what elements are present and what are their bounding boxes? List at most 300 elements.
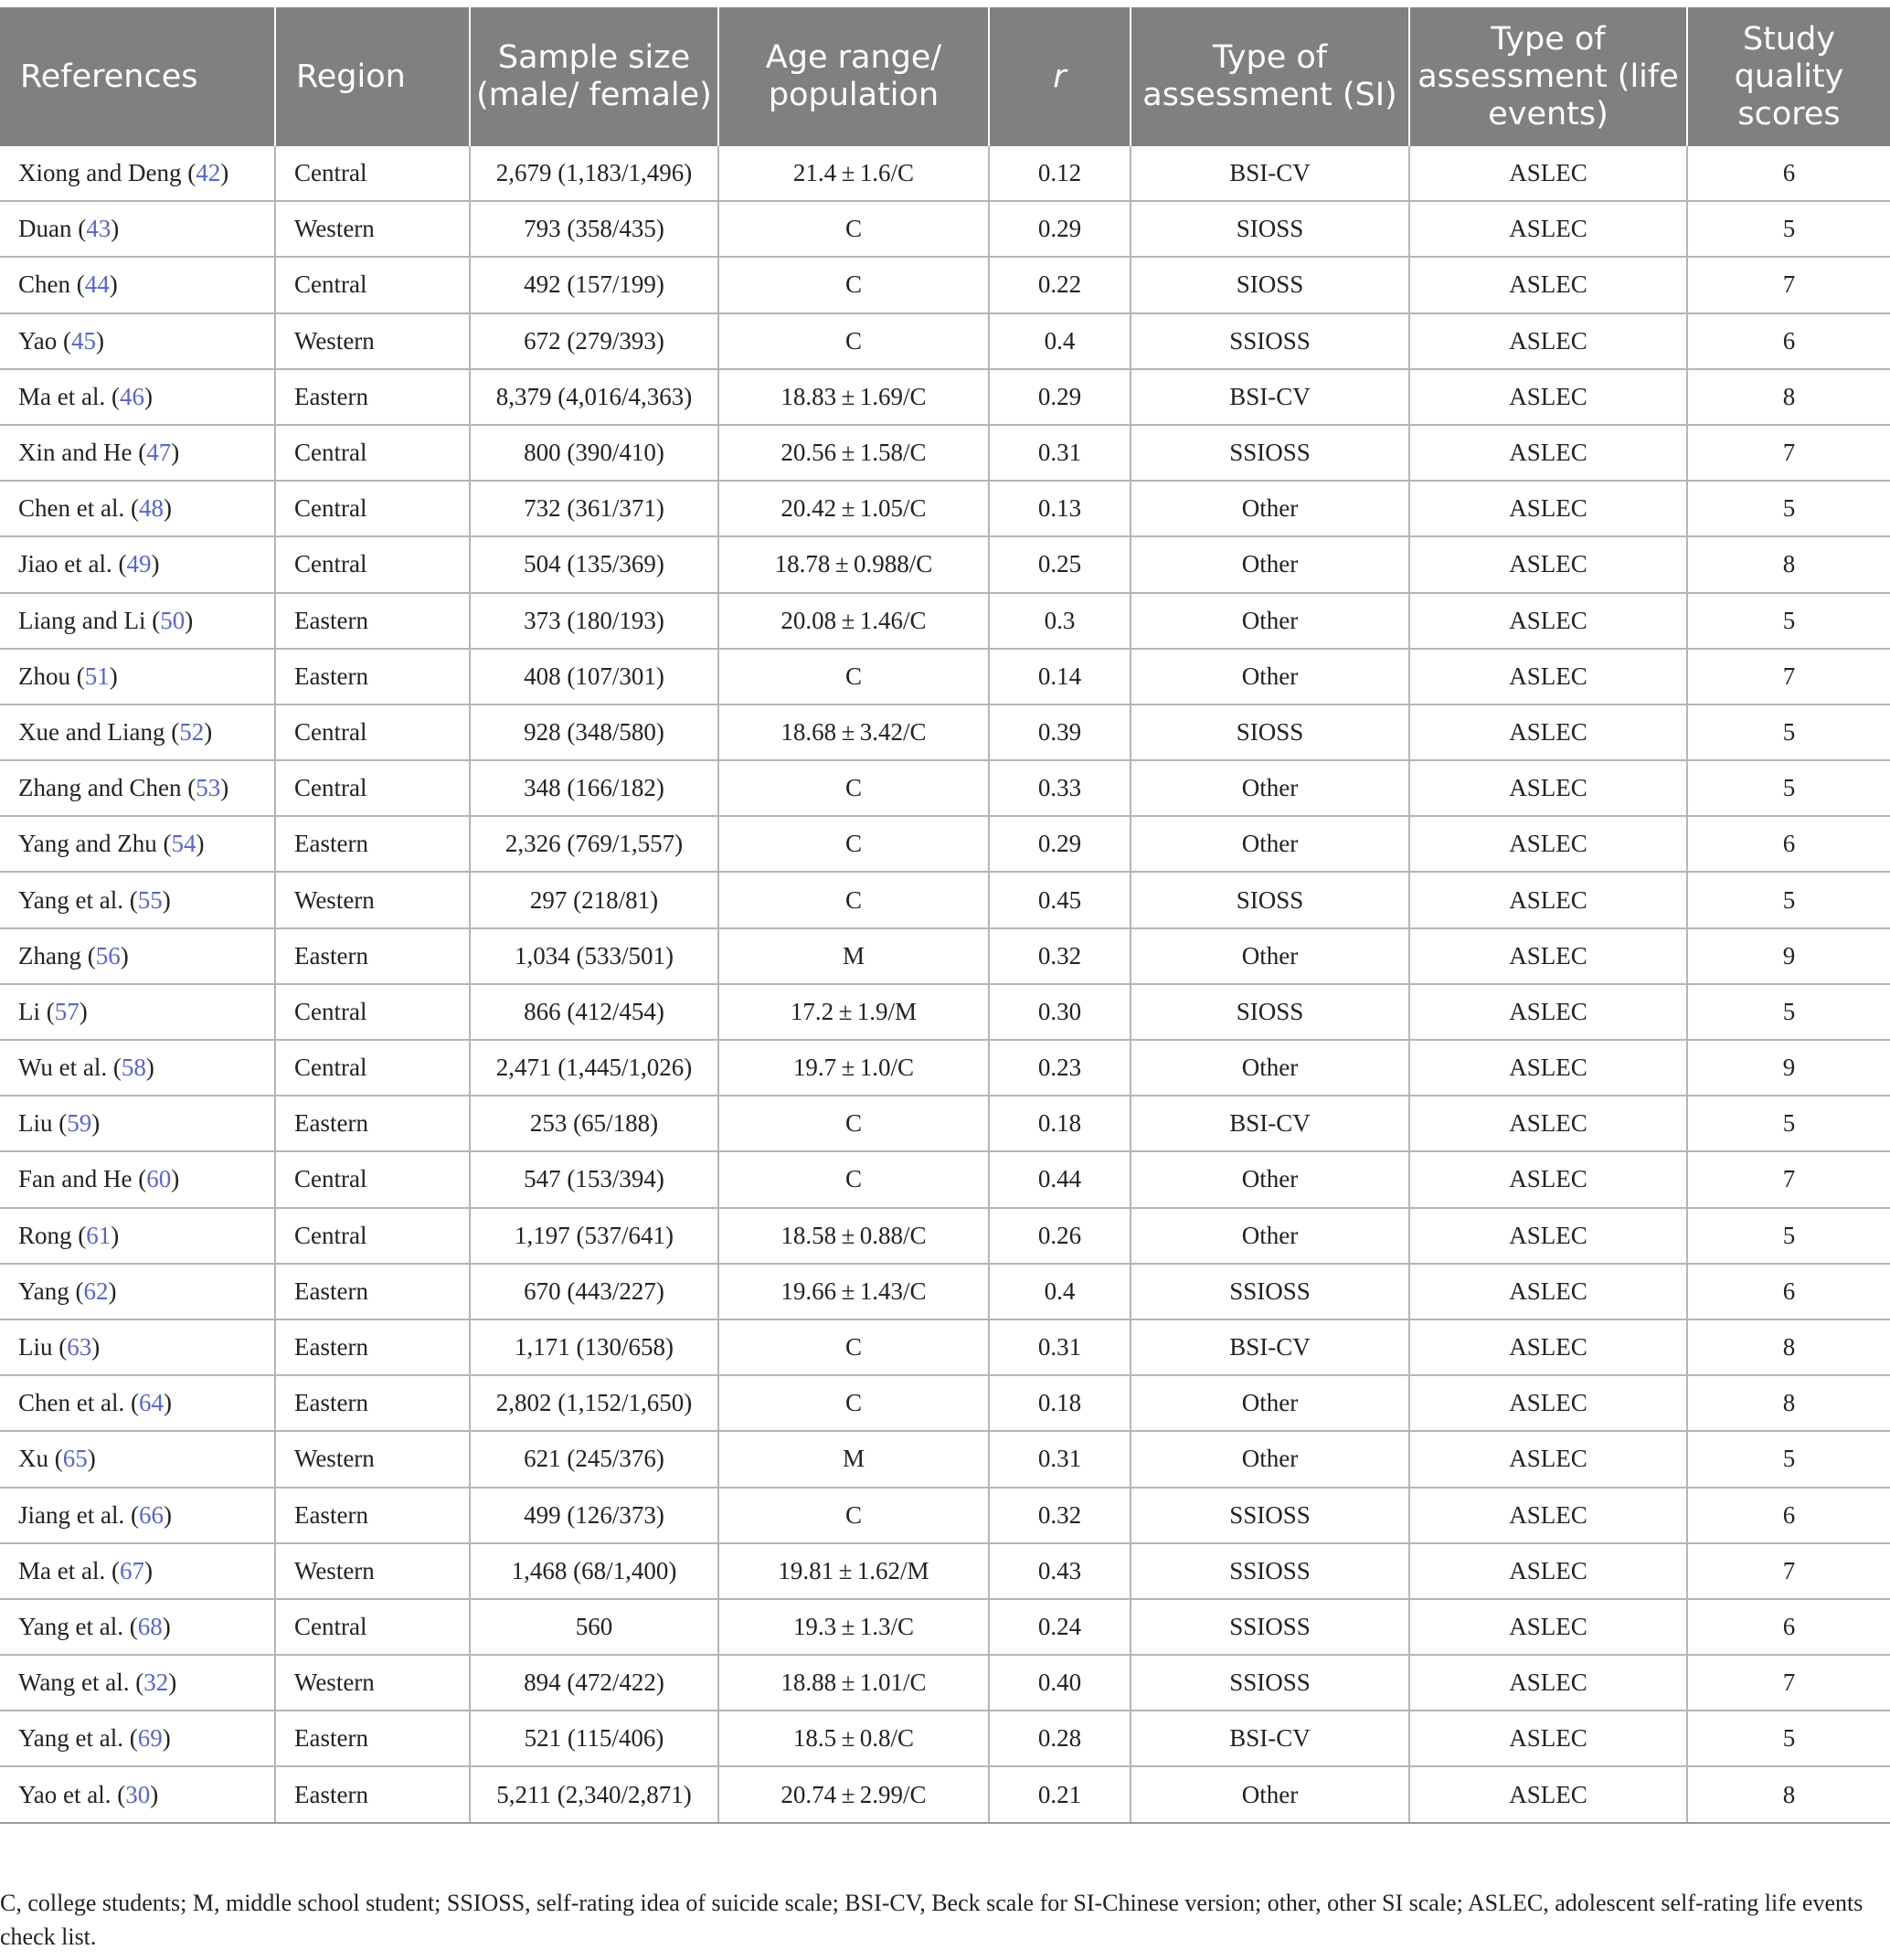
cell-reference xyxy=(0,1543,275,1599)
paren: ( xyxy=(156,830,172,858)
paren: ) xyxy=(109,662,118,690)
cell-age-population: C xyxy=(718,1151,989,1207)
paren: ) xyxy=(79,997,88,1025)
cell-sample-size: 504 (135/369) xyxy=(470,536,718,592)
cell-assessment-si: Other xyxy=(1131,593,1409,649)
cell-assessment-life-events: ASLEC xyxy=(1409,1096,1687,1151)
citation-link[interactable]: 59 xyxy=(67,1109,92,1138)
cell-reference xyxy=(0,872,275,927)
citation-link[interactable]: 61 xyxy=(86,1221,111,1249)
citation-link[interactable]: 69 xyxy=(137,1724,163,1753)
cell-reference xyxy=(0,146,275,201)
cell-assessment-life-events: ASLEC xyxy=(1409,984,1687,1040)
cell-region: Eastern xyxy=(275,1319,470,1375)
cell-assessment-si: Other xyxy=(1131,1040,1409,1096)
cell-quality-score: 7 xyxy=(1687,257,1890,313)
cell-quality-score: 8 xyxy=(1687,1319,1890,1375)
reference-author: Yang xyxy=(18,1277,69,1305)
cell-age-population: M xyxy=(718,1431,989,1487)
cell-age-population: C xyxy=(718,649,989,705)
cell-assessment-si: Other xyxy=(1131,816,1409,872)
citation-link[interactable]: 53 xyxy=(196,774,221,802)
paren: ( xyxy=(181,159,196,187)
cell-assessment-life-events: ASLEC xyxy=(1409,1766,1687,1822)
cell-region: Central xyxy=(275,146,470,201)
cell-quality-score: 5 xyxy=(1687,760,1890,816)
table-footnote: C, college students; M, middle school student; SSIOSS, self-rating idea of suicide scale; BSI-CV, Beck scale for SI-Chinese version; other, other SI scale; ASLEC, adolescent self-rating life events check list. xyxy=(0,1890,1863,1950)
paren: ) xyxy=(163,494,172,523)
cell-sample-size: 348 (166/182) xyxy=(470,760,718,816)
reference-author: Rong xyxy=(18,1221,72,1249)
paren: ( xyxy=(124,1500,139,1529)
cell-reference xyxy=(0,481,275,536)
paren: ( xyxy=(107,1054,122,1082)
cell-assessment-si: Other xyxy=(1131,928,1409,984)
paren: ) xyxy=(108,1277,117,1305)
reference-author: Ma et al. xyxy=(18,382,106,410)
paren: ( xyxy=(71,215,87,243)
cell-reference xyxy=(0,1766,275,1822)
cell-age-population: C xyxy=(718,872,989,927)
cell-r: 0.30 xyxy=(989,984,1131,1040)
paren: ( xyxy=(57,326,72,355)
cell-age-population: 18.88 ± 1.01/C xyxy=(718,1655,989,1711)
paren: ) xyxy=(204,717,213,746)
paren: ( xyxy=(123,885,138,914)
cell-r: 0.26 xyxy=(989,1208,1131,1264)
cell-reference xyxy=(0,649,275,705)
cell-assessment-si: Other xyxy=(1131,1431,1409,1487)
citation-link[interactable]: 60 xyxy=(146,1165,172,1193)
cell-sample-size: 894 (472/422) xyxy=(470,1655,718,1711)
cell-sample-size: 2,679 (1,183/1,496) xyxy=(470,146,718,201)
cell-age-population: C xyxy=(718,1488,989,1543)
cell-assessment-life-events: ASLEC xyxy=(1409,481,1687,536)
citation-link[interactable]: 47 xyxy=(146,439,172,467)
table-row xyxy=(0,1488,1890,1543)
cell-sample-size: 560 xyxy=(470,1599,718,1655)
cell-sample-size: 5,211 (2,340/2,871) xyxy=(470,1766,718,1822)
cell-reference xyxy=(0,928,275,984)
cell-quality-score: 7 xyxy=(1687,1151,1890,1207)
reference-author: Ma et al. xyxy=(18,1556,106,1584)
reference-author: Jiang et al. xyxy=(18,1500,125,1529)
paren: ) xyxy=(196,830,205,858)
reference-author: Yang and Zhu xyxy=(18,830,157,858)
cell-assessment-si: Other xyxy=(1131,481,1409,536)
cell-assessment-si: Other xyxy=(1131,1151,1409,1207)
cell-assessment-life-events: ASLEC xyxy=(1409,1208,1687,1264)
cell-age-population: 19.7 ± 1.0/C xyxy=(718,1040,989,1096)
paren: ) xyxy=(111,1221,120,1249)
cell-age-population: 18.5 ± 0.8/C xyxy=(718,1711,989,1766)
paren: ( xyxy=(181,774,196,802)
citation-link[interactable]: 45 xyxy=(71,326,97,355)
cell-region: Central xyxy=(275,536,470,592)
reference-author: Chen et al. xyxy=(18,494,125,523)
cell-age-population: C xyxy=(718,313,989,369)
paren: ) xyxy=(143,1556,153,1584)
paren: ( xyxy=(165,717,180,746)
cell-r: 0.3 xyxy=(989,593,1131,649)
cell-assessment-life-events: ASLEC xyxy=(1409,705,1687,760)
cell-assessment-life-events: ASLEC xyxy=(1409,816,1687,872)
citation-link[interactable]: 32 xyxy=(143,1669,169,1697)
cell-region: Eastern xyxy=(275,369,470,425)
reference-author: Yang et al. xyxy=(18,885,124,914)
cell-age-population: C xyxy=(718,201,989,257)
cell-region: Western xyxy=(275,1431,470,1487)
cell-sample-size: 253 (65/188) xyxy=(470,1096,718,1151)
cell-sample-size: 2,326 (769/1,557) xyxy=(470,816,718,872)
table-row xyxy=(0,146,1890,201)
cell-r: 0.18 xyxy=(989,1096,1131,1151)
paren: ) xyxy=(220,159,229,187)
cell-r: 0.44 xyxy=(989,1151,1131,1207)
cell-assessment-life-events: ASLEC xyxy=(1409,1599,1687,1655)
cell-quality-score: 5 xyxy=(1687,1096,1890,1151)
cell-reference xyxy=(0,257,275,313)
paren: ( xyxy=(124,1389,139,1417)
table-row xyxy=(0,201,1890,257)
citation-link[interactable]: 66 xyxy=(138,1500,164,1529)
cell-assessment-si: BSI-CV xyxy=(1131,369,1409,425)
cell-region: Eastern xyxy=(275,928,470,984)
reference-author: Xue and Liang xyxy=(18,717,165,746)
cell-quality-score: 8 xyxy=(1687,1766,1890,1822)
cell-sample-size: 1,034 (533/501) xyxy=(470,928,718,984)
citation-link[interactable]: 68 xyxy=(137,1612,163,1640)
header-row xyxy=(0,7,1890,146)
reference-author: Li xyxy=(18,997,40,1025)
table-row xyxy=(0,760,1890,816)
cell-quality-score: 5 xyxy=(1687,481,1890,536)
cell-quality-score: 5 xyxy=(1687,1431,1890,1487)
cell-region: Central xyxy=(275,1151,470,1207)
table-row xyxy=(0,872,1890,927)
citation-link[interactable]: 63 xyxy=(67,1333,92,1361)
cell-reference xyxy=(0,1375,275,1431)
cell-region: Central xyxy=(275,257,470,313)
cell-assessment-life-events: ASLEC xyxy=(1409,593,1687,649)
reference-author: Yao et al. xyxy=(18,1780,111,1808)
citation-link[interactable]: 42 xyxy=(196,159,221,187)
cell-sample-size: 521 (115/406) xyxy=(470,1711,718,1766)
paren: ( xyxy=(129,1669,144,1697)
citation-link[interactable]: 56 xyxy=(95,941,121,969)
cell-age-population: 18.58 ± 0.88/C xyxy=(718,1208,989,1264)
paren: ) xyxy=(150,1780,159,1808)
table-row xyxy=(0,1319,1890,1375)
paren: ( xyxy=(105,1556,120,1584)
cell-assessment-life-events: ASLEC xyxy=(1409,760,1687,816)
cell-quality-score: 8 xyxy=(1687,1375,1890,1431)
cell-region: Central xyxy=(275,1040,470,1096)
cell-assessment-life-events: ASLEC xyxy=(1409,872,1687,927)
cell-assessment-si: SSIOSS xyxy=(1131,1599,1409,1655)
table-row xyxy=(0,1711,1890,1766)
reference-author: Zhang xyxy=(18,941,81,969)
cell-region: Eastern xyxy=(275,1711,470,1766)
paren: ) xyxy=(171,439,180,467)
header-assessment-si: Type of assessment (SI) xyxy=(1131,7,1409,146)
reference-author: Chen xyxy=(18,270,70,299)
table-row xyxy=(0,1655,1890,1711)
cell-assessment-si: BSI-CV xyxy=(1131,1711,1409,1766)
table-row xyxy=(0,705,1890,760)
cell-quality-score: 5 xyxy=(1687,1711,1890,1766)
reference-author: Xu xyxy=(18,1445,48,1473)
cell-reference xyxy=(0,1151,275,1207)
paren: ) xyxy=(168,1669,177,1697)
cell-r: 0.33 xyxy=(989,760,1131,816)
citation-link[interactable]: 50 xyxy=(160,606,186,634)
cell-quality-score: 5 xyxy=(1687,201,1890,257)
cell-r: 0.4 xyxy=(989,313,1131,369)
cell-assessment-si: BSI-CV xyxy=(1131,1319,1409,1375)
cell-assessment-life-events: ASLEC xyxy=(1409,1040,1687,1096)
cell-r: 0.29 xyxy=(989,369,1131,425)
cell-r: 0.24 xyxy=(989,1599,1131,1655)
table-row xyxy=(0,1040,1890,1096)
cell-quality-score: 6 xyxy=(1687,1599,1890,1655)
cell-region: Eastern xyxy=(275,593,470,649)
cell-assessment-si: SSIOSS xyxy=(1131,1543,1409,1599)
cell-region: Eastern xyxy=(275,1375,470,1431)
cell-reference xyxy=(0,1488,275,1543)
cell-reference xyxy=(0,1655,275,1711)
paren: ) xyxy=(143,382,153,410)
cell-quality-score: 6 xyxy=(1687,816,1890,872)
cell-assessment-life-events: ASLEC xyxy=(1409,928,1687,984)
cell-reference xyxy=(0,984,275,1040)
cell-quality-score: 7 xyxy=(1687,649,1890,705)
table-row xyxy=(0,536,1890,592)
citation-link[interactable]: 54 xyxy=(171,830,196,858)
citation-link[interactable]: 67 xyxy=(119,1556,144,1584)
cell-region: Eastern xyxy=(275,1488,470,1543)
cell-quality-score: 5 xyxy=(1687,593,1890,649)
cell-assessment-si: Other xyxy=(1131,1766,1409,1822)
cell-quality-score: 6 xyxy=(1687,1488,1890,1543)
cell-region: Western xyxy=(275,1543,470,1599)
cell-r: 0.25 xyxy=(989,536,1131,592)
cell-reference xyxy=(0,1431,275,1487)
table-row xyxy=(0,1543,1890,1599)
table-row xyxy=(0,593,1890,649)
paren: ( xyxy=(70,270,85,299)
cell-age-population: 18.68 ± 3.42/C xyxy=(718,705,989,760)
cell-sample-size: 2,471 (1,445/1,026) xyxy=(470,1040,718,1096)
cell-assessment-si: SSIOSS xyxy=(1131,1488,1409,1543)
paren: ( xyxy=(52,1109,68,1138)
paren: ) xyxy=(151,550,160,578)
cell-assessment-life-events: ASLEC xyxy=(1409,1375,1687,1431)
citation-link[interactable]: 58 xyxy=(121,1054,146,1082)
paren: ( xyxy=(132,439,147,467)
cell-region: Central xyxy=(275,425,470,481)
cell-assessment-life-events: ASLEC xyxy=(1409,369,1687,425)
cell-age-population: C xyxy=(718,1319,989,1375)
cell-quality-score: 9 xyxy=(1687,928,1890,984)
paren: ) xyxy=(162,885,171,914)
reference-author: Yang et al. xyxy=(18,1612,124,1640)
cell-r: 0.43 xyxy=(989,1543,1131,1599)
paren: ( xyxy=(111,1780,126,1808)
paren: ( xyxy=(123,1724,138,1753)
cell-region: Western xyxy=(275,1655,470,1711)
cell-assessment-life-events: ASLEC xyxy=(1409,1488,1687,1543)
reference-author: Liang and Li xyxy=(18,606,146,634)
cell-age-population: C xyxy=(718,1096,989,1151)
cell-assessment-si: SSIOSS xyxy=(1131,425,1409,481)
cell-r: 0.13 xyxy=(989,481,1131,536)
cell-region: Central xyxy=(275,481,470,536)
citation-link[interactable]: 43 xyxy=(86,215,111,243)
cell-age-population: 18.78 ± 0.988/C xyxy=(718,536,989,592)
citation-link[interactable]: 62 xyxy=(83,1277,109,1305)
citation-link[interactable]: 49 xyxy=(126,550,152,578)
cell-region: Eastern xyxy=(275,1766,470,1822)
reference-author: Xin and He xyxy=(18,439,133,467)
cell-region: Western xyxy=(275,201,470,257)
cell-sample-size: 1,171 (130/658) xyxy=(470,1319,718,1375)
cell-assessment-life-events: ASLEC xyxy=(1409,1319,1687,1375)
table-row xyxy=(0,1766,1890,1822)
paren: ( xyxy=(111,550,127,578)
citation-link[interactable]: 52 xyxy=(179,717,205,746)
paren: ( xyxy=(69,1277,84,1305)
table-row xyxy=(0,1208,1890,1264)
reference-author: Yang et al. xyxy=(18,1724,124,1753)
cell-reference xyxy=(0,1208,275,1264)
cell-sample-size: 547 (153/394) xyxy=(470,1151,718,1207)
reference-author: Wu et al. xyxy=(18,1054,108,1082)
cell-reference xyxy=(0,313,275,369)
cell-assessment-si: SSIOSS xyxy=(1131,1264,1409,1319)
cell-reference xyxy=(0,593,275,649)
cell-region: Central xyxy=(275,1599,470,1655)
cell-r: 0.4 xyxy=(989,1264,1131,1319)
paren: ) xyxy=(96,326,105,355)
cell-region: Central xyxy=(275,984,470,1040)
cell-age-population: C xyxy=(718,816,989,872)
cell-reference xyxy=(0,425,275,481)
citation-link[interactable]: 55 xyxy=(137,885,163,914)
cell-r: 0.32 xyxy=(989,928,1131,984)
reference-author: Liu xyxy=(18,1109,53,1138)
cell-reference xyxy=(0,536,275,592)
paren: ) xyxy=(87,1445,96,1473)
citation-link[interactable]: 46 xyxy=(119,382,144,410)
cell-age-population: 19.66 ± 1.43/C xyxy=(718,1264,989,1319)
cell-r: 0.12 xyxy=(989,146,1131,201)
cell-r: 0.23 xyxy=(989,1040,1131,1096)
cell-age-population: 20.56 ± 1.58/C xyxy=(718,425,989,481)
paren: ) xyxy=(120,941,129,969)
reference-author: Zhang and Chen xyxy=(18,774,182,802)
cell-assessment-life-events: ASLEC xyxy=(1409,425,1687,481)
citation-link[interactable]: 48 xyxy=(138,494,164,523)
cell-assessment-life-events: ASLEC xyxy=(1409,1711,1687,1766)
cell-quality-score: 7 xyxy=(1687,1655,1890,1711)
cell-age-population: C xyxy=(718,760,989,816)
cell-age-population: 21.4 ± 1.6/C xyxy=(718,146,989,201)
cell-quality-score: 8 xyxy=(1687,536,1890,592)
cell-age-population: 18.83 ± 1.69/C xyxy=(718,369,989,425)
table-row xyxy=(0,1096,1890,1151)
citation-link[interactable]: 57 xyxy=(54,997,80,1025)
paren: ( xyxy=(52,1333,68,1361)
table-container xyxy=(0,7,1890,1824)
reference-author: Liu xyxy=(18,1333,53,1361)
paren: ( xyxy=(71,1221,87,1249)
cell-region: Eastern xyxy=(275,649,470,705)
citation-link[interactable]: 64 xyxy=(138,1389,164,1417)
cell-reference xyxy=(0,1319,275,1375)
header-quality-scores: Study quality scores xyxy=(1687,7,1890,146)
cell-r: 0.29 xyxy=(989,816,1131,872)
cell-region: Eastern xyxy=(275,1264,470,1319)
table-row xyxy=(0,257,1890,313)
cell-quality-score: 5 xyxy=(1687,705,1890,760)
citation-link[interactable]: 30 xyxy=(125,1780,151,1808)
table-row xyxy=(0,816,1890,872)
table-row xyxy=(0,1375,1890,1431)
cell-assessment-life-events: ASLEC xyxy=(1409,1543,1687,1599)
cell-assessment-si: SIOSS xyxy=(1131,201,1409,257)
cell-sample-size: 492 (157/199) xyxy=(470,257,718,313)
table-row xyxy=(0,313,1890,369)
cell-reference xyxy=(0,1096,275,1151)
cell-r: 0.22 xyxy=(989,257,1131,313)
cell-quality-score: 5 xyxy=(1687,984,1890,1040)
paren: ( xyxy=(70,662,85,690)
cell-assessment-life-events: ASLEC xyxy=(1409,313,1687,369)
reference-author: Chen et al. xyxy=(18,1389,125,1417)
cell-sample-size: 793 (358/435) xyxy=(470,201,718,257)
cell-r: 0.18 xyxy=(989,1375,1131,1431)
cell-assessment-si: SIOSS xyxy=(1131,872,1409,927)
paren: ) xyxy=(162,1724,171,1753)
reference-author: Wang et al. xyxy=(18,1669,130,1697)
cell-reference xyxy=(0,369,275,425)
cell-quality-score: 7 xyxy=(1687,425,1890,481)
table-row xyxy=(0,481,1890,536)
cell-sample-size: 866 (412/454) xyxy=(470,984,718,1040)
cell-sample-size: 499 (126/373) xyxy=(470,1488,718,1543)
cell-assessment-life-events: ASLEC xyxy=(1409,201,1687,257)
cell-assessment-life-events: ASLEC xyxy=(1409,146,1687,201)
paren: ) xyxy=(185,606,194,634)
cell-reference xyxy=(0,1040,275,1096)
paren: ( xyxy=(145,606,161,634)
citation-link[interactable]: 65 xyxy=(62,1445,88,1473)
cell-region: Central xyxy=(275,760,470,816)
cell-assessment-si: Other xyxy=(1131,760,1409,816)
citation-link[interactable]: 44 xyxy=(84,270,110,299)
cell-r: 0.21 xyxy=(989,1766,1131,1822)
cell-reference xyxy=(0,816,275,872)
cell-quality-score: 9 xyxy=(1687,1040,1890,1096)
citation-link[interactable]: 51 xyxy=(84,662,110,690)
paren: ( xyxy=(48,1445,63,1473)
cell-sample-size: 800 (390/410) xyxy=(470,425,718,481)
table-row xyxy=(0,1599,1890,1655)
cell-sample-size: 1,468 (68/1,400) xyxy=(470,1543,718,1599)
cell-quality-score: 8 xyxy=(1687,369,1890,425)
cell-assessment-life-events: ASLEC xyxy=(1409,649,1687,705)
